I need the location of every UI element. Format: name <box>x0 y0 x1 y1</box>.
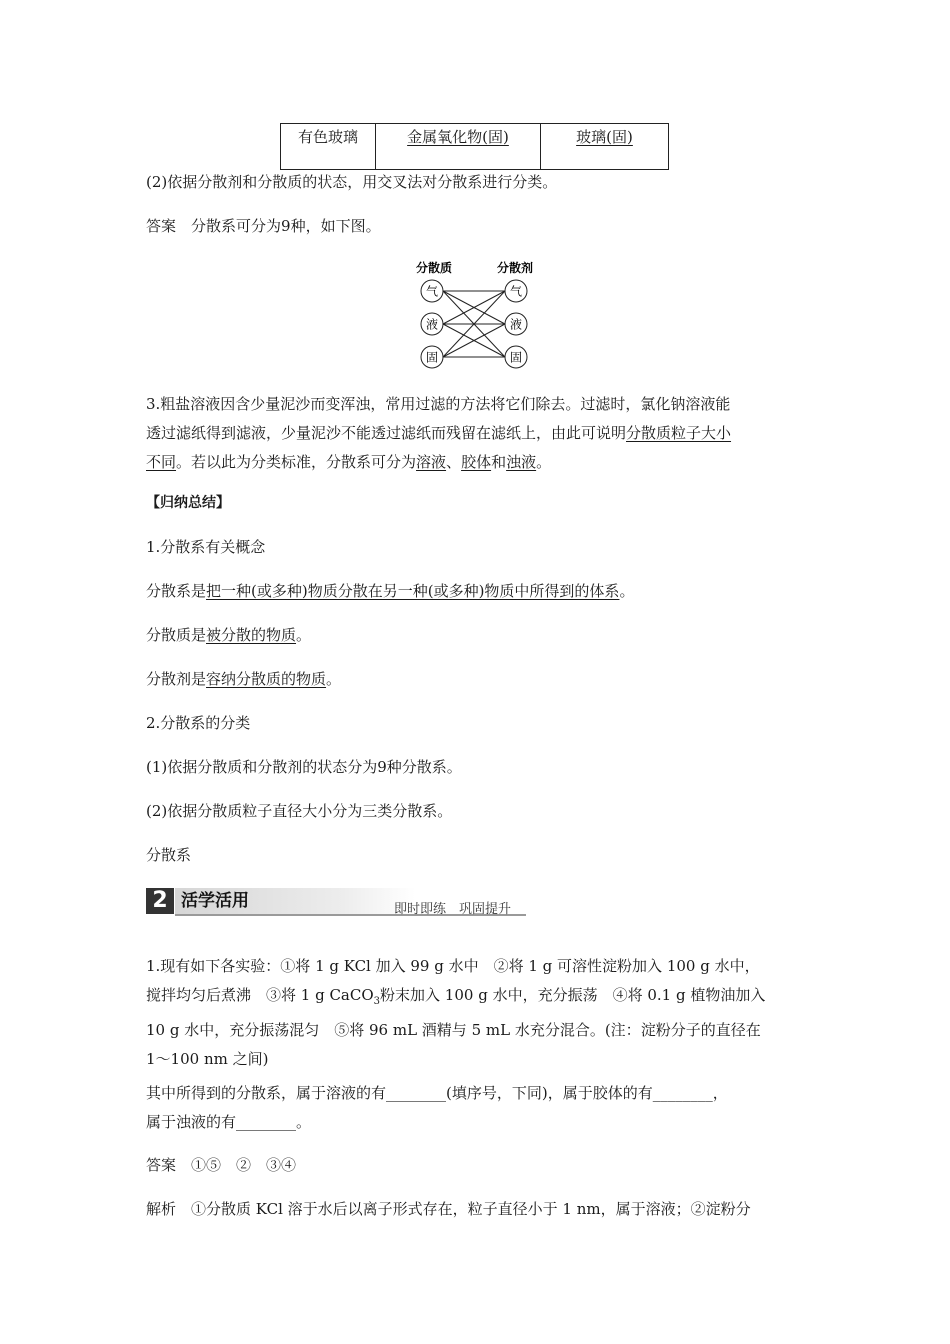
diagram-label-right-liquid: 液 <box>509 317 523 332</box>
table-cell-dispersion-medium: 玻璃(固) <box>541 124 669 170</box>
diagram-label-left-liquid: 液 <box>425 317 439 332</box>
analysis-label: 解析 <box>146 1200 177 1218</box>
table-cell-example: 有色玻璃 <box>281 124 376 170</box>
question-3-line-1: 3.粗盐溶液因含少量泥沙而变浑浊，常用过滤的方法将它们除去。过滤时，氯化钠溶液能 <box>146 395 731 413</box>
blank-answer: 不同 <box>146 453 177 471</box>
section-subtitle: 即时即练 巩固提升 <box>394 902 512 917</box>
diagram-label-right-solid: 固 <box>509 350 523 365</box>
classification-table-fragment <box>280 123 669 170</box>
diagram-connector-lines <box>443 291 505 357</box>
section-banner <box>146 888 526 918</box>
diagram-left-header: 分散质 <box>415 261 453 275</box>
table-row <box>281 124 669 170</box>
question-3-line-3: 不同。若以此为分类标准，分散系可分为溶液、胶体和浊液。 <box>146 453 552 471</box>
exercise-1-paragraph <box>146 952 765 1074</box>
diagram-right-header: 分散剂 <box>496 261 534 275</box>
answer-label: 答案 <box>146 217 177 235</box>
analysis-text: ①分散质 KCl 溶于水后以离子形式存在，粒子直径小于 1 nm，属于溶液；②淀粉分 <box>191 1200 751 1218</box>
blank-answer: 胶体 <box>461 453 492 471</box>
section-title: 活学活用 <box>175 888 415 914</box>
answer-2 <box>146 215 381 236</box>
diagram-label-right-gas: 气 <box>509 284 523 299</box>
question-2-text: (2)依据分散剂和分散质的状态，用交叉法对分散系进行分类。 <box>146 173 558 191</box>
diagram-label-left-gas: 气 <box>425 284 439 299</box>
blank-answer: 分散质粒子大小 <box>626 424 732 442</box>
blank-answer: 溶液 <box>416 453 447 471</box>
exercise-1-blanks-line-1: 其中所得到的分散系，属于溶液的有________(填序号，下同)，属于胶体的有________， <box>146 1084 728 1102</box>
exercise-1-blanks-line-2: 属于浊液的有________。 <box>146 1113 312 1131</box>
diagram-label-left-solid: 固 <box>425 350 439 365</box>
exercise-1-line-1: 1.现有如下各实验：①将 1 g KCl 加入 99 g 水中 ②将 1 g 可溶性淀粉加入 100 g 水中， <box>146 957 760 975</box>
exercise-1-blanks <box>146 1079 728 1137</box>
cross-classification-diagram <box>405 256 555 374</box>
exercise-1-answer <box>146 1154 296 1175</box>
question-3-line-2: 透过滤纸得到滤液，少量泥沙不能透过滤纸而残留在滤纸上，由此可说明分散质粒子大小 <box>146 424 732 442</box>
summary-section-2-tail: 分散系 <box>146 846 192 864</box>
definition-dispersion-medium: 分散剂是容纳分散质的物质。 <box>146 670 342 688</box>
summary-section-2-item-1: (1)依据分散质和分散剂的状态分为9种分散系。 <box>146 758 462 776</box>
summary-section-2-item-2: (2)依据分散质粒子直径大小分为三类分散系。 <box>146 802 453 820</box>
exercise-1-line-3: 10 g 水中，充分振荡混匀 ⑤将 96 mL 酒精与 5 mL 水充分混合。(注：淀粉分子的直径在 <box>146 1021 761 1039</box>
summary-section-1-title: 1.分散系有关概念 <box>146 538 266 556</box>
definition-dispersed-phase: 分散质是被分散的物质。 <box>146 626 312 644</box>
summary-section-2-title: 2.分散系的分类 <box>146 714 251 732</box>
summary-heading: 【归纳总结】 <box>146 495 230 511</box>
answer-text: 分散系可分为9种，如下图。 <box>191 217 381 235</box>
blank-answer: 浊液 <box>506 453 537 471</box>
section-number-badge: 2 <box>146 888 174 914</box>
exercise-1-analysis <box>146 1198 751 1219</box>
answer-text: ①⑤ ② ③④ <box>191 1156 297 1174</box>
table-cell-dispersed-phase: 金属氧化物(固) <box>376 124 541 170</box>
exercise-1-line-4: 1～100 nm 之间) <box>146 1050 269 1068</box>
definition-dispersion-system: 分散系是把一种(或多种)物质分散在另一种(或多种)物质中所得到的体系。 <box>146 582 635 600</box>
exercise-1-line-2: 搅拌均匀后煮沸 ③将 1 g CaCO$_3$粉末加入 100 g 水中，充分振荡 ④将 0.1 g 植物油加入 <box>146 986 766 1007</box>
answer-label: 答案 <box>146 1156 177 1174</box>
question-3-paragraph <box>146 390 731 477</box>
